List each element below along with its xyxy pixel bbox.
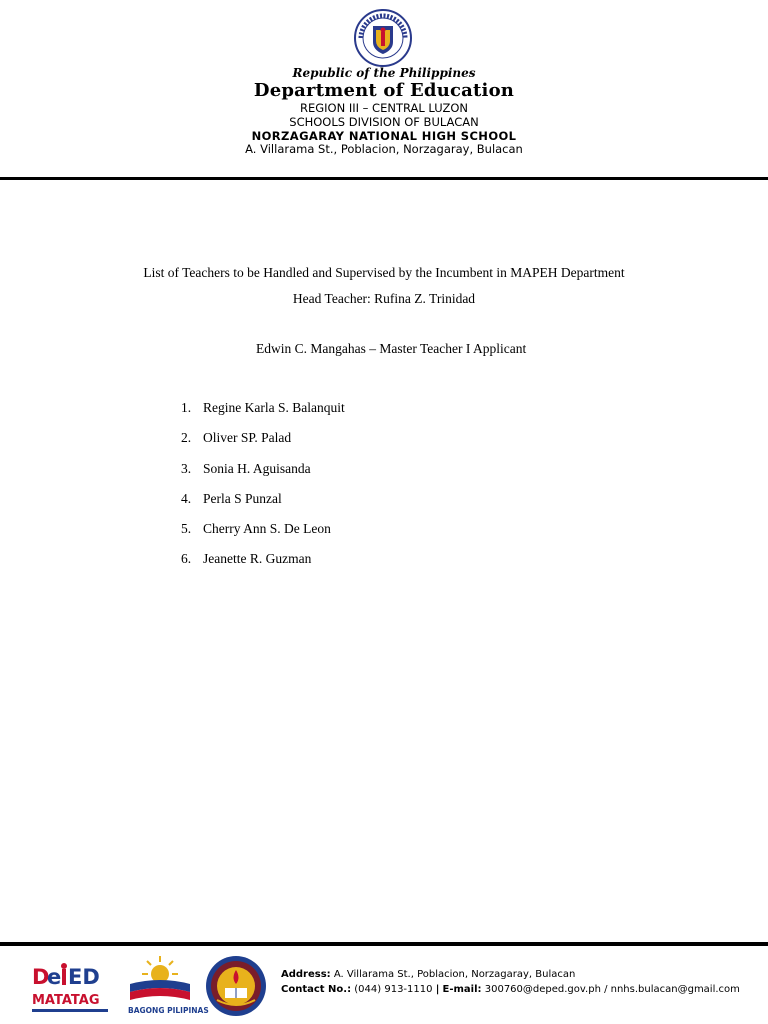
footer-address-line xyxy=(281,968,740,983)
bagong-pilipinas-text: BAGONG PILIPINAS xyxy=(128,1006,209,1015)
list-item xyxy=(181,400,345,430)
division-line: SCHOOLS DIVISION OF BULACAN xyxy=(289,115,479,129)
list-number: 3. xyxy=(181,460,192,476)
deped-seal-icon xyxy=(346,8,420,68)
document-title: List of Teachers to be Handled and Supervised by the Incumbent in MAPEH Department xyxy=(143,265,625,280)
footer-divider xyxy=(0,942,768,946)
school-address: A. Villarama St., Poblacion, Norzagaray, Bulacan xyxy=(245,142,523,156)
teacher-name: Perla S Punzal xyxy=(203,490,282,506)
footer-contact-line xyxy=(281,983,740,998)
list-item xyxy=(181,491,345,521)
list-number: 4. xyxy=(181,490,192,506)
list-item xyxy=(181,521,345,551)
svg-text:ED: ED xyxy=(68,965,100,989)
list-number: 5. xyxy=(181,521,192,537)
deped-matatag-logo-icon xyxy=(30,960,112,1016)
list-item xyxy=(181,551,345,581)
department-title: Department of Education xyxy=(253,80,515,101)
list-number: 1. xyxy=(181,400,192,415)
head-teacher-line: Head Teacher: Rufina Z. Trinidad xyxy=(292,291,476,306)
teacher-name: Jeanette R. Guzman xyxy=(203,551,312,567)
contact-value: (044) 913-1110 xyxy=(354,983,433,995)
footer-contact xyxy=(281,968,740,997)
address-label: Address: xyxy=(281,969,331,980)
school-seal-icon xyxy=(203,954,269,1018)
svg-text:MATATAG: MATATAG xyxy=(32,993,100,1008)
teacher-name: Regine Karla S. Balanquit xyxy=(203,400,345,415)
applicant-line: Edwin C. Mangahas – Master Teacher I Applicant xyxy=(256,341,527,356)
address-value: A. Villarama St., Poblacion, Norzagaray, Bulacan xyxy=(333,969,576,980)
svg-text:D: D xyxy=(32,965,50,989)
school-name: NORZAGARAY NATIONAL HIGH SCHOOL xyxy=(251,129,517,143)
svg-text:e: e xyxy=(47,965,62,989)
contact-label: Contact No.: xyxy=(281,983,352,995)
separator: | xyxy=(435,983,440,995)
teacher-list xyxy=(181,400,345,582)
list-number: 2. xyxy=(181,430,192,446)
republic-line: Republic of the Philippines xyxy=(292,66,476,80)
email-label: E-mail: xyxy=(442,983,482,995)
teacher-name: Cherry Ann S. De Leon xyxy=(203,521,331,537)
list-item xyxy=(181,461,345,491)
teacher-name: Sonia H. Aguisanda xyxy=(203,460,311,476)
list-number: 6. xyxy=(181,551,192,567)
region-line: REGION III – CENTRAL LUZON xyxy=(299,101,469,115)
teacher-name: Oliver SP. Palad xyxy=(203,430,292,446)
list-item xyxy=(181,430,345,460)
bagong-pilipinas-logo-icon xyxy=(120,954,209,1016)
header-divider xyxy=(0,177,768,180)
email-value: 300760@deped.gov.ph / nnhs.bulacan@gmail.com xyxy=(484,983,740,995)
